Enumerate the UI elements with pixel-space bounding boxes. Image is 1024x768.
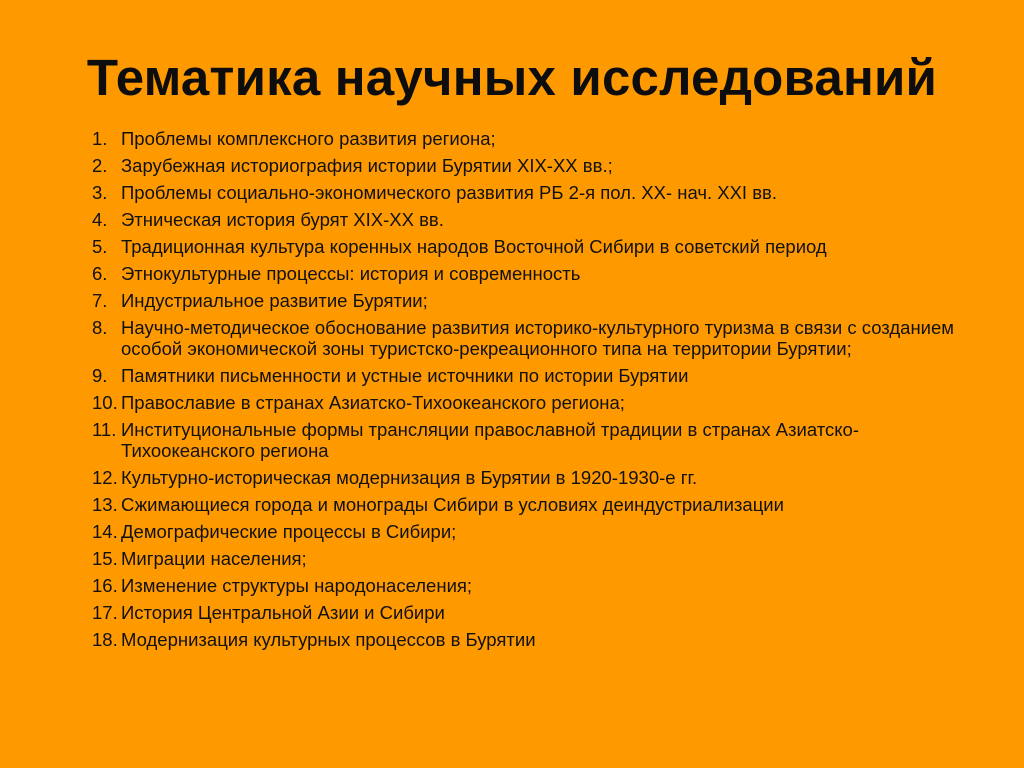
item-text: Проблемы социально-экономического развития РБ 2-я пол. XX- нач. XXI вв. [121, 182, 778, 203]
item-text: Демографические процессы в Сибири; [121, 521, 457, 542]
item-number: 10. [92, 392, 118, 413]
item-number: 18. [92, 629, 118, 650]
item-text: Памятники письменности и устные источники по истории Бурятии [121, 365, 689, 386]
item-text: Институциональные формы трансляции православной традиции в странах Азиатско-Тихоокеанского региона [121, 419, 859, 461]
item-text: Миграции населения; [121, 548, 307, 569]
list-item [92, 263, 972, 284]
item-number: 15. [92, 548, 118, 569]
list-item [92, 575, 972, 596]
item-number: 12. [92, 467, 118, 488]
item-number: 7. [92, 290, 108, 311]
list-item [92, 419, 972, 461]
list-item [92, 182, 972, 203]
item-text: Научно-методическое обоснование развития историко-культурного туризма в связи с созданием особой экономической зоны туристско-рекреационного типа на территории Бурятии; [121, 317, 955, 359]
item-text: Культурно-историческая модернизация в Бурятии в 1920-1930-е гг. [121, 467, 698, 488]
item-text: Православие в странах Азиатско-Тихоокеанского региона; [121, 392, 625, 413]
item-text: Традиционная культура коренных народов Восточной Сибири в советский период [121, 236, 827, 257]
item-text: Проблемы комплексного развития региона; [121, 128, 496, 149]
item-text: Зарубежная историография истории Бурятии XIX-XX вв.; [121, 155, 613, 176]
item-number: 14. [92, 521, 118, 542]
list-item [92, 317, 972, 359]
slide-title: Тематика научных исследований [86, 49, 938, 106]
list-item [92, 128, 972, 149]
item-text: Этнокультурные процессы: история и современность [121, 263, 581, 284]
item-number: 13. [92, 494, 118, 515]
item-number: 11. [92, 419, 117, 440]
list-item [92, 521, 972, 542]
item-number: 8. [92, 317, 108, 338]
item-text: История Центральной Азии и Сибири [121, 602, 445, 623]
list-item [92, 467, 972, 488]
item-text: Этническая история бурят XIX-XX вв. [121, 209, 444, 230]
item-number: 1. [92, 128, 108, 149]
list-item [92, 290, 972, 311]
list-item [92, 494, 972, 515]
item-text: Индустриальное развитие Бурятии; [121, 290, 428, 311]
item-number: 4. [92, 209, 108, 230]
item-number: 2. [92, 155, 108, 176]
item-number: 16. [92, 575, 118, 596]
item-number: 3. [92, 182, 108, 203]
item-text: Модернизация культурных процессов в Бурятии [121, 629, 536, 650]
item-number: 17. [92, 602, 118, 623]
list-item [92, 209, 972, 230]
item-text: Изменение структуры народонаселения; [121, 575, 473, 596]
list-item [92, 365, 972, 386]
list-item [92, 629, 972, 650]
item-number: 6. [92, 263, 108, 284]
list-item [92, 155, 972, 176]
topic-list [92, 128, 972, 656]
item-number: 5. [92, 236, 108, 257]
list-item [92, 602, 972, 623]
list-item [92, 548, 972, 569]
item-text: Сжимающиеся города и монограды Сибири в условиях деиндустриализации [121, 494, 784, 515]
list-item [92, 236, 972, 257]
item-number: 9. [92, 365, 108, 386]
list-item [92, 392, 972, 413]
